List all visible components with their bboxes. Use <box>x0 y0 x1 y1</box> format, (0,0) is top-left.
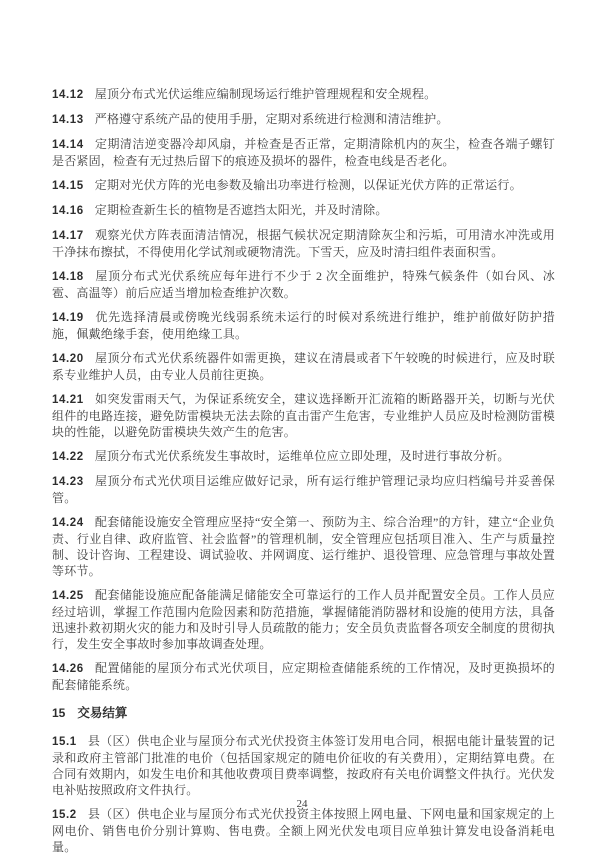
clause-number: 14.21 <box>52 394 84 406</box>
clause-text: 屋顶分布式光伏系统发生事故时，运维单位应立即处理，及时进行事故分析。 <box>94 449 510 463</box>
clause-14-21 <box>52 391 555 440</box>
section-heading-trade-settlement <box>52 705 555 721</box>
clause-text: 定期检查新生长的植物是否遮挡太阳光，并及时清除。 <box>94 203 388 217</box>
clause-number: 14.12 <box>52 89 84 101</box>
clause-15-2 <box>52 806 555 855</box>
page-footer <box>0 798 604 810</box>
clause-number: 14.23 <box>52 476 84 488</box>
clause-number: 14.25 <box>52 590 84 602</box>
clause-text: 配置储能的屋顶分布式光伏项目，应定期检查储能系统的工作情况，及时更换损坏的配套储能系统。 <box>52 661 555 692</box>
clause-text: 如突发雷雨天气，为保证系统安全，建议选择断开汇流箱的断路器开关，切断与光伏组件的电路连接，避免防雷模块无法去除的直击雷产生危害，专业维护人员应及时检测防雷模块的性能，以避免防雷模块失效产生的危害。 <box>52 392 555 439</box>
clause-14-14 <box>52 136 555 169</box>
clause-text: 严格遵守系统产品的使用手册，定期对系统进行检测和清洁维护。 <box>94 112 449 126</box>
clause-number: 14.13 <box>52 114 84 126</box>
clause-14-24 <box>52 514 555 579</box>
clause-14-12 <box>52 86 555 103</box>
section-number: 15 <box>52 706 66 720</box>
clause-number: 15.2 <box>52 809 77 821</box>
clause-number: 14.22 <box>52 451 84 463</box>
clause-text: 定期清洁逆变器冷却风扇，并检查是否正常，定期清除机内的灰尘，检查各端子螺钉是否紧固，检查有无过热后留下的痕迹及损坏的器件，检查电线是否老化。 <box>52 137 555 168</box>
clause-number: 14.18 <box>52 271 84 283</box>
clause-text: 县（区）供电企业与屋顶分布式光伏投资主体签订发用电合同，根据电能计量装置的记录和政府主管部门批准的电价（包括国家规定的随电价征收的有关费用），定期结算电费。在合同有效期内，如发生电价和其他收费项目费率调整，按政府有关电价调整文件执行。光伏发电补贴按照政府文件执行。 <box>52 734 555 797</box>
clause-number: 14.15 <box>52 180 84 192</box>
clause-text: 屋顶分布式光伏系统应每年进行不少于 2 次全面维护，特殊气候条件（如台风、冰雹、高温等）前后应适当增加检查维护次数。 <box>52 269 555 300</box>
clause-14-22 <box>52 448 555 465</box>
clause-14-25 <box>52 587 555 652</box>
clause-text: 优先选择清晨或傍晚光线弱系统未运行的时候对系统进行维护，维护前做好防护措施，佩戴绝缘手套，使用绝缘工具。 <box>52 310 555 341</box>
clause-number: 15.1 <box>52 736 77 748</box>
page-number: 24 <box>296 798 308 810</box>
clause-14-19 <box>52 309 555 342</box>
clause-14-20 <box>52 350 555 383</box>
clause-number: 14.26 <box>52 663 84 675</box>
clause-text: 观察光伏方阵表面清洁情况，根据气候状况定期清除灰尘和污垢，可用清水冲洗或用干净抹布擦拭，不得使用化学试剂或硬物清洗。下雪天，应及时清扫组件表面积雪。 <box>52 228 555 259</box>
clause-number: 14.20 <box>52 353 84 365</box>
clause-14-26 <box>52 660 555 693</box>
clause-text: 定期对光伏方阵的光电参数及输出功率进行检测，以保证光伏方阵的正常运行。 <box>94 178 522 192</box>
clause-number: 14.19 <box>52 312 84 324</box>
clause-14-18 <box>52 268 555 301</box>
clause-number: 14.14 <box>52 139 84 151</box>
clause-number: 14.16 <box>52 205 84 217</box>
clause-14-23 <box>52 473 555 506</box>
clause-text: 屋顶分布式光伏项目运维应做好记录，所有运行维护管理记录均应归档编号并妥善保管。 <box>52 474 555 505</box>
clause-text: 县（区）供电企业与屋顶分布式光伏投资主体按照上网电量、下网电量和国家规定的上网电价、销售电价分别计算购、售电费。全额上网光伏发电项目应单独计算发电设备消耗电量。 <box>52 807 555 854</box>
clause-14-17 <box>52 227 555 260</box>
clause-14-16 <box>52 202 555 219</box>
clause-text: 屋顶分布式光伏系统器件如需更换，建议在清晨或者下午较晚的时候进行，应及时联系专业维护人员，由专业人员前往更换。 <box>52 351 555 382</box>
clause-number: 14.17 <box>52 230 84 242</box>
clause-14-13 <box>52 111 555 128</box>
clause-text: 配套储能设施应配备能满足储能安全可靠运行的工作人员并配置安全员。工作人员应经过培训，掌握工作范围内危险因素和防范措施，掌握储能消防器材和设施的使用方法，具备迅速扑救初期火灾的能力和及时引导人员疏散的能力；安全员负责监督各项安全制度的贯彻执行，发生安全事故时参加事故调查处理。 <box>52 588 555 651</box>
clause-14-15 <box>52 177 555 194</box>
clause-text: 配套储能设施安全管理应坚持“安全第一、预防为主、综合治理”的方针，建立“企业负责、行业自律、政府监管、社会监督”的管理机制，安全管理应包括项目准入、生产与质量控制、设计咨询、工程建设、调试验收、并网调度、运行维护、退役管理、应急管理与事故处置等环节。 <box>52 515 555 578</box>
clause-15-1 <box>52 733 555 798</box>
clause-number: 14.24 <box>52 517 84 529</box>
clause-text: 屋顶分布式光伏运维应编制现场运行维护管理规程和安全规程。 <box>94 87 437 101</box>
section-title: 交易结算 <box>77 706 128 720</box>
